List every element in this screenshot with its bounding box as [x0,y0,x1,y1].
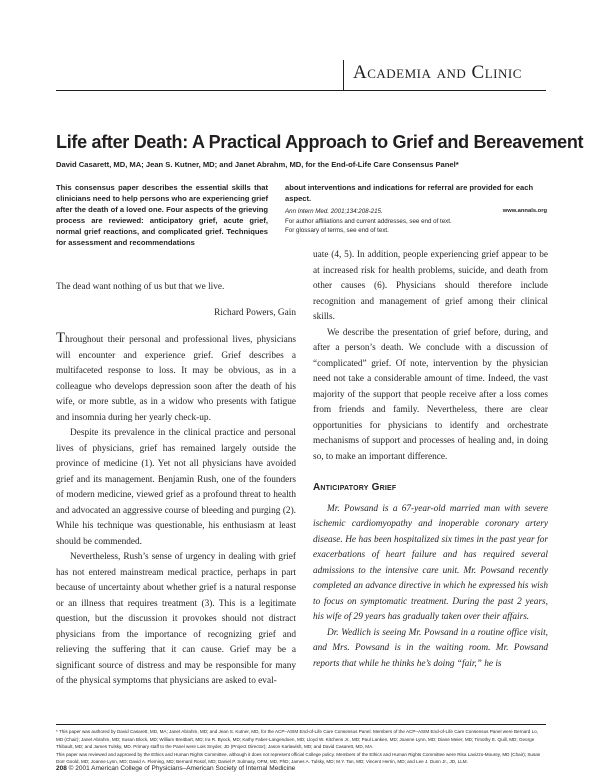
case-paragraph-1: Mr. Powsand is a 67-year-old married man with severe ischemic cardiomyopathy and inoperable coronary artery disease. He has been hospitalized six times in the past year for exacerbations of heart failure and has required several admissions to the intensive care unit. Mr. Powsand recently completed an advance directive in which he expressed his wish to focus on symptomatic treatment. During the past 2 years, his wife of 29 years has gradually taken over their affairs. [313,503,548,622]
journal-url[interactable]: www.annals.org [502,208,547,214]
citation: Ann Intern Med. 2001;134:208-215. [285,208,383,215]
footnotes [56,728,546,766]
page-footer [56,765,295,772]
article-title: Life after Death: A Practical Approach to Grief and Bereavement [56,132,584,152]
affiliations-note: For author affiliations and current addresses, see end of text. [285,217,452,225]
article-authors: David Casarett, MD, MA; Jean S. Kutner, MD; and Janet Abrahm, MD, for the End-of-Life Care Consensus Panel* [56,160,459,169]
abstract: This consensus paper describes the essential skills that clinicians need to help persons who are experiencing grief after the death of a loved one. Four aspects of the grieving process are reviewed: anticipatory grief, acute grief, normal grief reactions, and complicated grief. Techniques for assessment and recommendations [56,183,268,247]
paragraph-4: We describe the presentation of grief before, during, and after a person’s death. We conclude with a discussion of “complicated” grief. Of note, intervention by the physician need not take a considerable amount of time. Indeed, the vast majority of the support that people receive after a loss comes from friends and family. Nevertheless, there are clear opportunities for physicians to identify and orchestrate mechanisms of support and processes of healing and, in doing so, to make an important difference. [313,327,548,462]
copyright: © 2001 American College of Physicians–American Society of Internal Medicine [68,765,296,772]
abstract-continued: about interventions and indications for referral are provided for each aspect. [285,183,534,203]
section-divider [343,60,344,90]
footnote-2: This paper was reviewed and approved by the Ethics and Human Rights Committee, although it does not represent official College policy. Members of the Ethics and Human Rights Committee were Risa Lavizzo-Mourey, MD (Chair); Susan Dorr Goold, MD; Joanne Lynn, MD; David A. Fleming, MD; Bernard Rosof, MD; Daniel P. Sulmasy, OFM, MD, PhD; James A. Tulsky, MD; M.Y. Tan, MD; Vincent Herrin, MD; and Lee J. Dunn Jr., JD, LLM. [56,751,541,765]
section-heading: Anticipatory Grief [313,482,397,493]
footnote-1: * This paper was authored by David Casarett, MD, MA; Janet Abrahm, MD; and Jean S. Kutner, MD, for the ACP–ASIM End-of-Life Care Consensus Panel. Members of the ACP–ASIM End-of-Life Care Consensus Panel were Bernard Lo, MD (Chair); Janet Abrahm, MD; Susan Block, MD; William Breitbart, MD; Ira R. Byock, MD; Kathy Faber-Langendoen, MD; Lloyd W. Kitchens Jr., MD; Paul Lanken, MD; Joanne Lynn, MD; Diane Meier, MD; Timothy E. Quill, MD; George Thibault, MD; and James Tulsky, MD. Primary staff to the Panel were Lois Snyder, JD (Project Director); Jason Karlawish, MD; and David Casarett, MD, MA. [56,729,538,750]
case-paragraph-2: Dr. Wedlich is seeing Mr. Powsand in a routine office visit, and Mrs. Powsand is in the waiting room. Mr. Powsand reports that while he thinks he’s doing “fair,” he is [313,627,548,669]
epigraph: The dead want nothing of us but that we live. [56,282,225,292]
citation-block [285,207,547,236]
page-number: 208 [56,765,67,772]
body-column-right [313,248,548,672]
paragraph-1 [56,331,296,426]
paragraph-3: Nevertheless, Rush’s sense of urgency in dealing with grief has not entered mainstream medical practice, perhaps in part because of uncertainty about whether grief is a natural response or an illness that requires treatment (3). This is a legitimate question, but the discussion it provokes should not distract physicians from the importance of recognizing grief and relieving the suffering that it can cause. Grief may be a significant source of distress and may be responsible for many of the physical symptoms that physicians are asked to eval- [56,552,296,686]
paragraph-3-continued: uate (4, 5). In addition, people experiencing grief appear to be at increased risk for health problems, suicide, and death from other causes (6). Physicians should therefore include recognition and management of grief among their clinical skills. [313,250,548,322]
section-label: Academia and Clinic [353,62,522,83]
header-rule [56,90,546,91]
drop-cap: T [56,330,66,346]
paragraph-2: Despite its prevalence in the clinical practice and personal lives of physicians, grief has remained largely outside the province of medicine (1). Yet not all physicians have avoided grief and its management. Benjamin Rush, one of the founders of modern medicine, viewed grief as a profound threat to health and advocated an aggressive course of bleeding and purging (2). While his technique was questionable, his enthusiasm at least should be commended. [56,428,296,547]
footnote-divider [56,724,546,725]
paragraph-1-text: hroughout their personal and professional lives, physicians will encounter and experience grief. Grief describes a multifaceted response to loss. It may be obvious, as in a colleague who develops depression soon after the death of his wife, or more subtle, as in a widow who presents with fatigue and insomnia during her yearly check-up. [56,335,296,423]
epigraph-source: Richard Powers, Gain [214,307,296,318]
glossary-note: For glossary of terms, see end of text. [285,227,389,234]
body-column-left [56,280,296,690]
